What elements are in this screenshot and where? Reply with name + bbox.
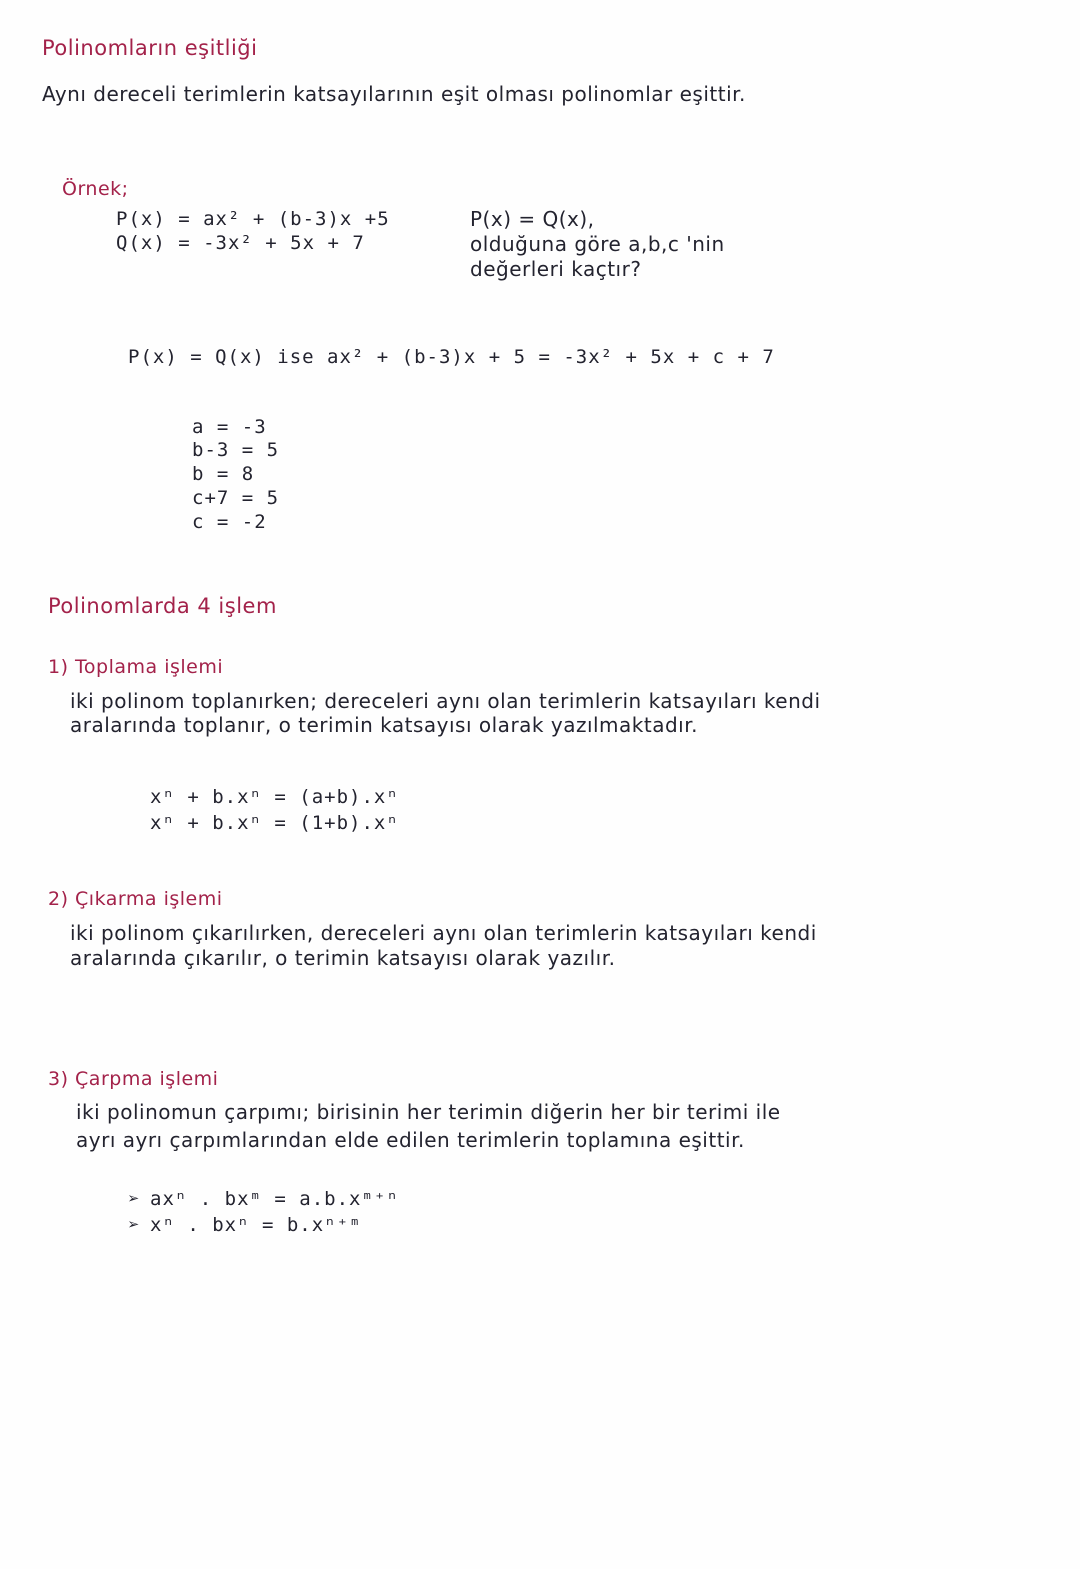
multiplication-formula-1: axⁿ . bxᵐ = a.b.xᵐ⁺ⁿ (150, 1188, 399, 1210)
addition-formula-2: xⁿ + b.xⁿ = (1+b).xⁿ (150, 812, 399, 834)
question-line-3: değerleri kaçtır? (470, 257, 642, 281)
arrow-bullet-icon: ➢ (128, 1214, 141, 1236)
addition-text-line-2: aralarında toplanır, o terimin katsayısı olarak yazılmaktadır. (70, 713, 698, 737)
addition-text-line-1: iki polinom toplanırken; dereceleri aynı olan terimlerin katsayıları kendi (70, 689, 821, 713)
equality-definition: Aynı dereceli terimlerin katsayılarının eşit olması polinomlar eşittir. (42, 82, 746, 106)
p-definition: P(x) = ax² + (b-3)x +5 (116, 208, 390, 230)
section-title-operations: Polinomlarda 4 işlem (48, 594, 277, 618)
q-definition: Q(x) = -3x² + 5x + 7 (116, 232, 365, 254)
solution-step-5: c = -2 (192, 511, 267, 533)
question-line-2: olduğuna göre a,b,c 'nin (470, 232, 725, 256)
solution-step-4: c+7 = 5 (192, 487, 280, 509)
question-line-1: P(x) = Q(x), (470, 207, 595, 231)
solution-step-1: a = -3 (192, 416, 267, 438)
multiplication-text-line-2: ayrı ayrı çarpımlarından elde edilen terimlerin toplamına eşittir. (76, 1128, 745, 1152)
section-title-equality: Polinomların eşitliği (42, 36, 258, 60)
example-equation: P(x) = Q(x) ise ax² + (b-3)x + 5 = -3x² + 5x + c + 7 (128, 346, 775, 368)
multiplication-text-line-1: iki polinomun çarpımı; birisinin her terimin diğerin her bir terimi ile (76, 1100, 781, 1124)
multiplication-title: 3) Çarpma işlemi (48, 1068, 219, 1090)
multiplication-formula-2-row (128, 1214, 361, 1236)
subtraction-text-line-1: iki polinom çıkarılırken, dereceleri aynı olan terimlerin katsayıları kendi (70, 921, 817, 945)
example-label: Örnek; (62, 178, 129, 200)
multiplication-formula-2: xⁿ . bxⁿ = b.xⁿ⁺ᵐ (150, 1214, 362, 1236)
solution-step-3: b = 8 (192, 463, 255, 485)
multiplication-formula-1-row (128, 1188, 399, 1210)
solution-step-2: b-3 = 5 (192, 439, 280, 461)
addition-title: 1) Toplama işlemi (48, 656, 224, 678)
arrow-bullet-icon: ➢ (128, 1188, 141, 1210)
subtraction-title: 2) Çıkarma işlemi (48, 888, 223, 910)
subtraction-text-line-2: aralarında çıkarılır, o terimin katsayısı olarak yazılır. (70, 946, 616, 970)
addition-formula-1: xⁿ + b.xⁿ = (a+b).xⁿ (150, 786, 399, 808)
